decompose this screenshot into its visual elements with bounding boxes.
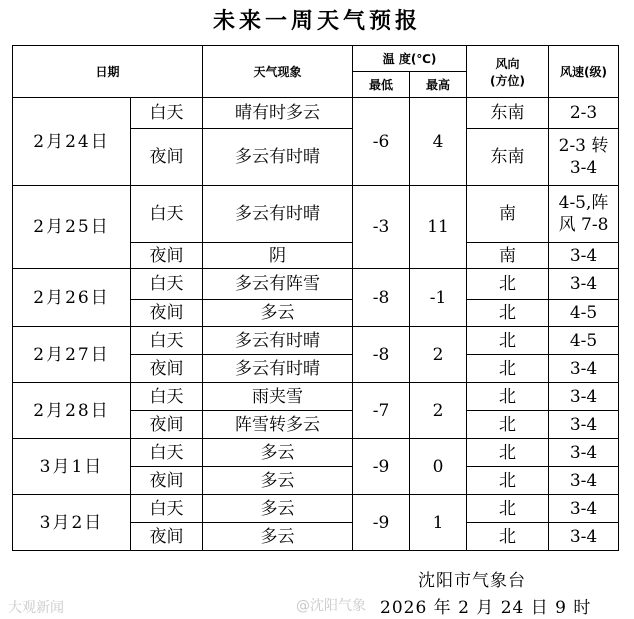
high-temp-cell: 0 (410, 439, 467, 495)
wind-speed-cell: 4-5 (549, 300, 619, 327)
weather-cell: 多云有时晴 (203, 355, 353, 383)
weather-cell: 多云 (203, 439, 353, 467)
wind-speed-cell: 3-4 (549, 355, 619, 383)
wind-direction-cell: 北 (467, 383, 549, 411)
weather-cell: 多云有时晴 (203, 327, 353, 355)
wind-direction-cell: 北 (467, 411, 549, 439)
weather-cell: 多云 (203, 300, 353, 327)
header-wind-direction (467, 46, 549, 98)
wind-direction-cell: 北 (467, 523, 549, 551)
watermark-right: @沈阳气象 (296, 598, 366, 614)
header-high: 最高 (410, 72, 467, 98)
high-temp-cell: 2 (410, 383, 467, 439)
weather-cell: 多云有阵雪 (203, 269, 353, 300)
wind-speed-cell: 3-4 (549, 243, 619, 269)
period-cell: 白天 (131, 383, 203, 411)
weather-cell: 多云 (203, 523, 353, 551)
day-row (13, 327, 619, 355)
high-temp-cell: 1 (410, 495, 467, 551)
header-date: 日期 (13, 46, 203, 98)
weather-cell: 多云 (203, 467, 353, 495)
forecast-body (13, 98, 619, 551)
wind-speed-cell: 4-5 (549, 327, 619, 355)
day-row (13, 495, 619, 523)
weather-cell: 晴有时多云 (203, 98, 353, 129)
wind-speed-cell: 3-4 (549, 467, 619, 495)
forecast-table (12, 45, 619, 551)
high-temp-cell: 2 (410, 327, 467, 383)
date-cell: 3月2日 (13, 495, 131, 551)
header-wind-speed: 风速(级) (549, 46, 619, 98)
wind-direction-cell: 北 (467, 300, 549, 327)
period-cell: 白天 (131, 495, 203, 523)
low-temp-cell: -6 (353, 98, 410, 186)
low-temp-cell: -9 (353, 439, 410, 495)
watermark-left: 大观新闻 (8, 600, 64, 616)
header-temperature: 温 度(℃) (353, 46, 467, 72)
wind-direction-cell: 北 (467, 327, 549, 355)
wind-speed-cell: 2-3 (549, 98, 619, 129)
day-row (13, 269, 619, 300)
header-wind-direction-line2: (方位) (490, 73, 525, 88)
period-cell: 白天 (131, 186, 203, 243)
period-cell: 夜间 (131, 467, 203, 495)
day-row (13, 98, 619, 129)
wind-direction-cell: 北 (467, 467, 549, 495)
header-wind-direction-line1: 风向 (495, 56, 520, 71)
low-temp-cell: -9 (353, 495, 410, 551)
wind-direction-cell: 北 (467, 439, 549, 467)
high-temp-cell: 4 (410, 98, 467, 186)
wind-speed-cell: 3-4 (549, 269, 619, 300)
header-phenomenon: 天气现象 (203, 46, 353, 98)
header-low: 最低 (353, 72, 410, 98)
weather-cell: 多云 (203, 495, 353, 523)
date-cell: 2月24日 (13, 98, 131, 186)
day-row (13, 439, 619, 467)
issuing-organization: 沈阳市气象台 (418, 571, 526, 591)
period-cell: 白天 (131, 439, 203, 467)
period-cell: 白天 (131, 327, 203, 355)
period-cell: 夜间 (131, 243, 203, 269)
wind-speed-cell: 3-4 (549, 439, 619, 467)
day-row (13, 383, 619, 411)
low-temp-cell: -7 (353, 383, 410, 439)
high-temp-cell: 11 (410, 186, 467, 269)
wind-direction-cell: 南 (467, 186, 549, 243)
date-cell: 2月26日 (13, 269, 131, 327)
wind-direction-cell: 东南 (467, 129, 549, 186)
date-cell: 2月25日 (13, 186, 131, 269)
wind-direction-cell: 东南 (467, 98, 549, 129)
period-cell: 夜间 (131, 523, 203, 551)
wind-speed-cell: 4-5,阵 风 7-8 (549, 186, 619, 243)
period-cell: 夜间 (131, 355, 203, 383)
period-cell: 白天 (131, 98, 203, 129)
wind-direction-cell: 南 (467, 243, 549, 269)
period-cell: 夜间 (131, 300, 203, 327)
date-cell: 3月1日 (13, 439, 131, 495)
wind-speed-cell: 3-4 (549, 495, 619, 523)
wind-speed-cell: 3-4 (549, 383, 619, 411)
period-cell: 白天 (131, 269, 203, 300)
weather-cell: 多云有时晴 (203, 129, 353, 186)
wind-direction-cell: 北 (467, 269, 549, 300)
wind-speed-cell: 2-3 转 3-4 (549, 129, 619, 186)
weather-cell: 阴 (203, 243, 353, 269)
weather-cell: 雨夹雪 (203, 383, 353, 411)
high-temp-cell: -1 (410, 269, 467, 327)
wind-speed-cell: 3-4 (549, 523, 619, 551)
day-row (13, 186, 619, 243)
wind-direction-cell: 北 (467, 495, 549, 523)
issue-time: 2026 年 2 月 24 日 9 时 (380, 598, 592, 618)
weather-cell: 多云有时晴 (203, 186, 353, 243)
wind-direction-cell: 北 (467, 355, 549, 383)
date-cell: 2月27日 (13, 327, 131, 383)
weather-cell: 阵雪转多云 (203, 411, 353, 439)
period-cell: 夜间 (131, 129, 203, 186)
low-temp-cell: -8 (353, 269, 410, 327)
wind-speed-cell: 3-4 (549, 411, 619, 439)
low-temp-cell: -3 (353, 186, 410, 269)
page-title: 未来一周天气预报 (212, 9, 421, 34)
low-temp-cell: -8 (353, 327, 410, 383)
date-cell: 2月28日 (13, 383, 131, 439)
period-cell: 夜间 (131, 411, 203, 439)
